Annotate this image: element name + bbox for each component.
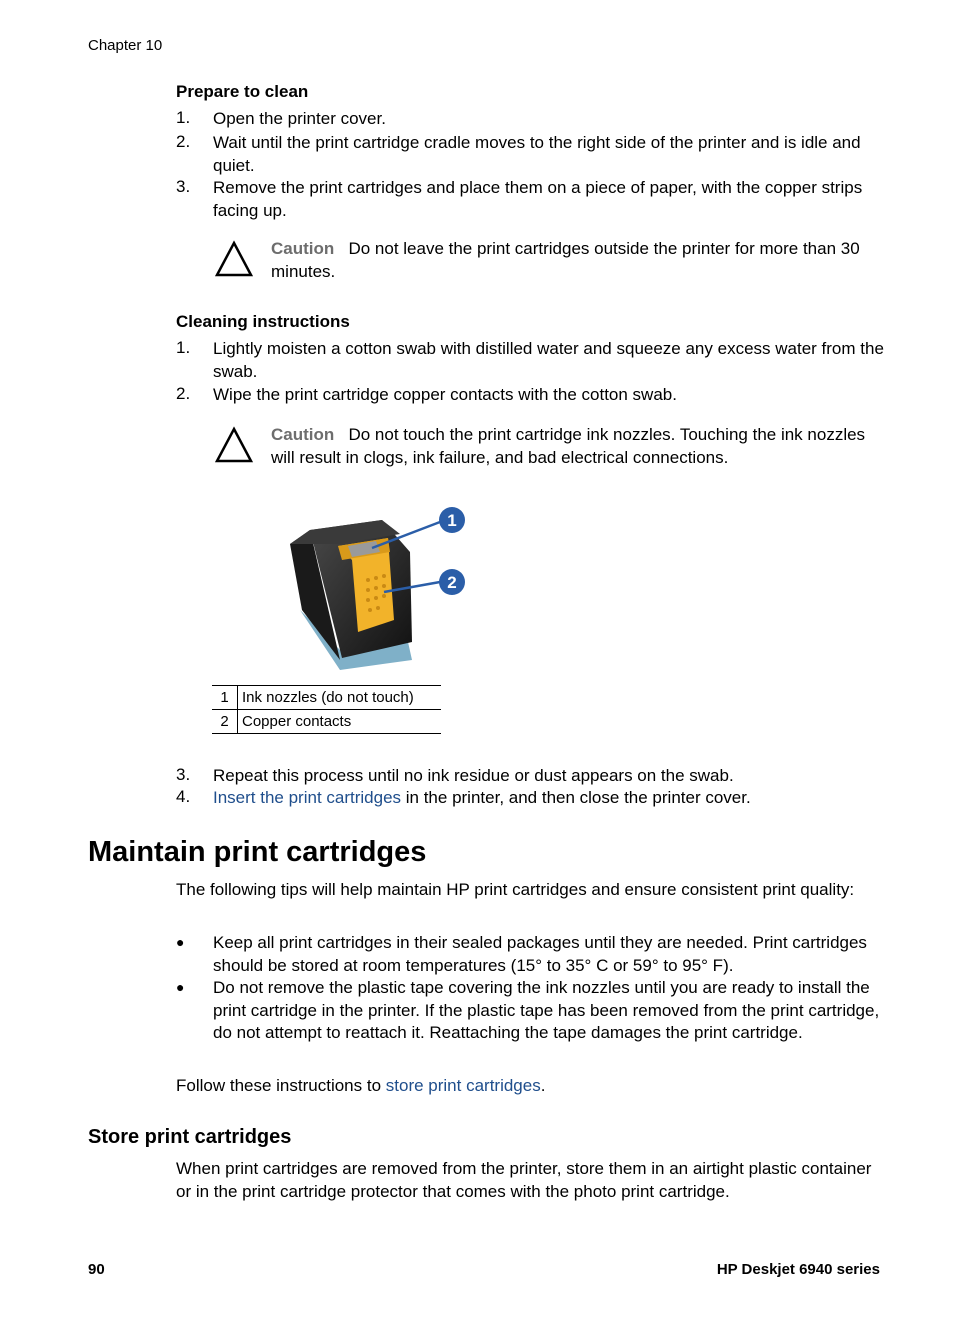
step-text: Lightly moisten a cotton swab with distilled water and squeeze any excess water from the swab. — [213, 339, 884, 381]
cleaning-heading: Cleaning instructions — [176, 312, 350, 331]
follow-suffix: . — [540, 1076, 546, 1095]
section-title: Maintain print cartridges — [88, 836, 427, 868]
bullet-icon: ● — [176, 979, 185, 995]
step-number: 2. — [176, 384, 191, 403]
callout-marker-2-label: 2 — [447, 573, 457, 592]
prepare-heading: Prepare to clean — [176, 82, 309, 101]
bullet-text: Do not remove the plastic tape covering the ink nozzles until you are ready to install the print cartridge in the printer. If the plastic tape has been removed from the print cartridge, do not attempt to reattach it. Reattaching the tape damages the print cartridge. — [213, 978, 880, 1042]
caution-label: Caution — [271, 425, 335, 444]
store-text: When print cartridges are removed from the printer, store them in an airtight plastic container or in the print cartridge protector that comes with the photo print cartridge. — [176, 1159, 872, 1201]
follow-instructions — [176, 1075, 876, 1098]
callout-table — [212, 685, 441, 734]
page-number: 90 — [88, 1261, 105, 1278]
step-number: 3. — [176, 765, 191, 784]
caution-text: Do not leave the print cartridges outside the printer for more than 30 minutes. — [271, 239, 860, 281]
chapter-header: Chapter 10 — [88, 37, 163, 54]
callout-marker-1-label: 1 — [447, 511, 457, 530]
callout-label: Copper contacts — [238, 710, 442, 734]
caution-label: Caution — [271, 239, 335, 258]
table-row — [212, 710, 441, 734]
store-cartridges-link[interactable]: store print cartridges — [385, 1076, 541, 1095]
caution-note — [271, 238, 886, 283]
bullet-icon: ● — [176, 934, 185, 950]
caution-triangle-icon — [214, 426, 254, 464]
step-text: Open the printer cover. — [213, 109, 386, 128]
product-name: HP Deskjet 6940 series — [716, 1261, 880, 1278]
follow-prefix: Follow these instructions to — [176, 1076, 386, 1095]
caution-triangle-icon — [214, 240, 254, 278]
step-text: Repeat this process until no ink residue or dust appears on the swab. — [213, 766, 734, 785]
step-text: Wipe the print cartridge copper contacts with the cotton swab. — [213, 385, 677, 404]
step-text-rest: in the printer, and then close the printer cover. — [401, 788, 751, 807]
callout-number: 1 — [212, 686, 238, 710]
step-text — [213, 787, 893, 810]
store-heading: Store print cartridges — [88, 1126, 292, 1148]
caution-text: Do not touch the print cartridge ink nozzles. Touching the ink nozzles will result in clogs, ink failure, and bad electrical connections. — [271, 425, 866, 467]
maintain-intro: The following tips will help maintain HP print cartridges and ensure consistent print quality: — [176, 880, 855, 899]
step-text: Wait until the print cartridge cradle moves to the right side of the printer and is idle and quiet. — [213, 133, 861, 175]
print-cartridge-illustration — [280, 500, 480, 680]
step-text: Remove the print cartridges and place them on a piece of paper, with the copper strips facing up. — [213, 178, 863, 220]
step-number: 4. — [176, 787, 191, 806]
step-number: 1. — [176, 108, 191, 127]
step-number: 1. — [176, 338, 191, 357]
bullet-text: Keep all print cartridges in their sealed packages until they are needed. Print cartridges should be stored at room temperatures (15° to 35° C or 59° to 95° F). — [213, 933, 867, 975]
table-row — [212, 686, 441, 710]
callout-number: 2 — [212, 710, 238, 734]
insert-cartridges-link[interactable]: Insert the print cartridges — [213, 788, 402, 807]
callout-label: Ink nozzles (do not touch) — [238, 686, 442, 710]
caution-note — [271, 424, 886, 469]
step-number: 2. — [176, 132, 191, 151]
step-number: 3. — [176, 177, 191, 196]
